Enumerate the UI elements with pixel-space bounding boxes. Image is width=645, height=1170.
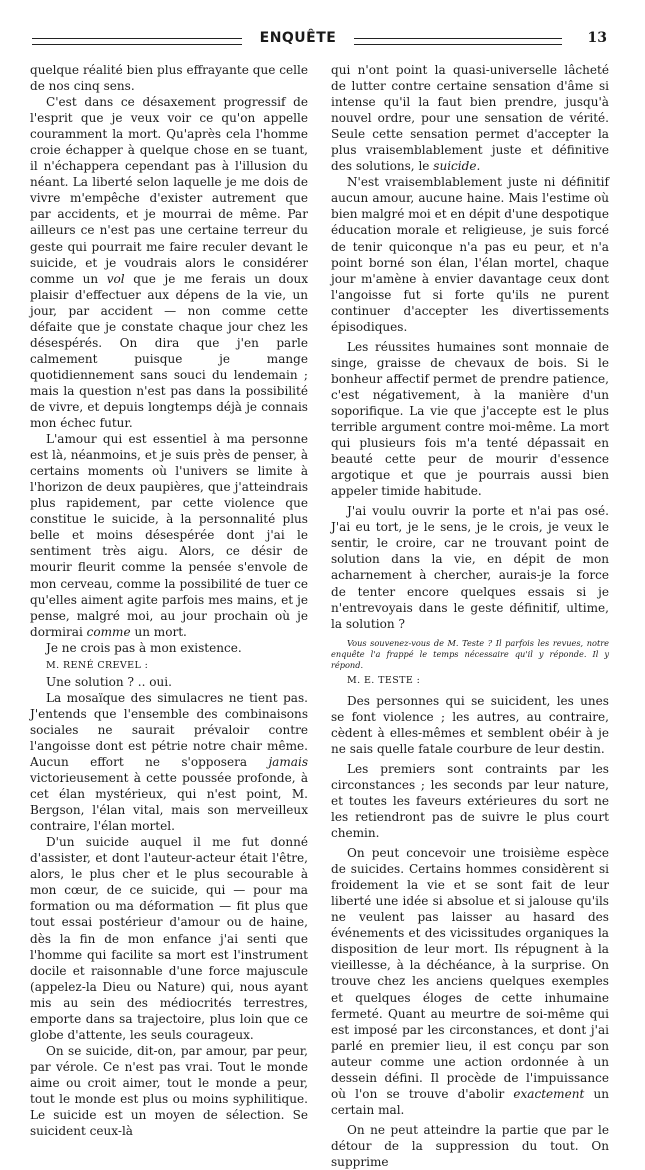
paragraph: qui n'ont point la quasi-universelle lâcheté de lutter contre certaine sensation d'âme si intense qu'il la faut bien prendre, jusqu'à nouvel ordre, pour une sensation de vérité. Seule cette sensation permet d'accepter la plus vraisemblablement juste et définitive des solutions, le suicide. bbox=[331, 63, 609, 174]
paragraph: La mosaïque des simulacres ne tient pas. J'entends que l'ensemble des combinaisons sociales ne saurait prévaloir contre l'angoisse dont est pétrie notre chair même. Aucun effort ne s'opposera jamais victorieusement à cette poussée profonde, à cet élan mystérieux, qui n'est point, M. Bergson, l'élan vital, mais son merveilleux contraire, l'élan mortel. bbox=[30, 690, 308, 834]
paragraph: D'un suicide auquel il me fut donné d'assister, et dont l'auteur-acteur était l'être, alors, le plus cher et le plus secourable à mon cœur, de ce suicide, qui — pour ma formation ou ma déformation — fit plus que tout essai postérieur d'amour ou de haine, dès la fin de mon enfance j'ai senti que l'homme qui facilite sa mort est l'instrument docile et raisonnable d'une force majuscule (appelez-la Dieu ou Nature) qui, nous ayant mis au sein des médiocrités terrestres, emporte dans sa trajectoire, plus loin que ce globe d'attente, les seuls courageux. bbox=[30, 835, 308, 1042]
page-number: 13 bbox=[587, 30, 607, 46]
paragraph: L'amour qui est essentiel à ma personne est là, néanmoins, et je suis près de penser, à certains moments où l'univers se limite à l'horizon de deux paupières, que j'atteindrais plus rapidement, par cette violence que constitue le suicide, à la personnalité plus belle et moins désespérée dont j'ai le sentiment très aigu. Alors, ce désir de mourir fleurit comme la pensée s'envole de mon cerveau, comme la possibilité de tuer ce qu'elles aiment agite parfois mes mains, et je pense, malgré moi, au jour prochain où je dormirai comme un mort. bbox=[30, 432, 308, 639]
running-title: ENQUÊTE bbox=[259, 30, 337, 46]
paragraph: On ne peut atteindre la partie que par le détour de la suppression du tout. On supprime bbox=[331, 1122, 609, 1169]
header-rule-left bbox=[32, 38, 242, 45]
paragraph: quelque réalité bien plus effrayante que celle de nos cinq sens. bbox=[30, 63, 308, 94]
respondent-answer: Une solution ? .. oui. bbox=[46, 674, 172, 689]
respondent-signature: M. RENÉ CREVEL : bbox=[46, 659, 149, 671]
right-column bbox=[331, 62, 609, 1170]
paragraph: Les premiers sont contraints par les circonstances ; les seconds par leur nature, et toutes les faveurs extérieures du sort ne les retiendront pas de suivre le plus court chemin. bbox=[331, 761, 609, 841]
editorial-note: Vous souvenez-vous de M. Teste ? Il parfois les revues, notre enquête l'a frappé le temps nécessaire qu'il y réponde. Il y répond. bbox=[331, 637, 609, 670]
paragraph: Les réussites humaines sont monnaie de singe, graisse de chevaux de bois. Si le bonheur affectif permet de prendre patience, c'est négativement, à la manière d'un soporifique. La vie que j'accepte est le plus terrible argument contre moi-même. La mort qui plusieurs fois m'a tenté dépassait en beauté cette peur de mourir d'essence argotique et que je pourrais aussi bien appeler timide habitude. bbox=[331, 339, 609, 499]
paragraph: On se suicide, dit-on, par amour, par peur, par vérole. Ce n'est pas vrai. Tout le monde aime ou croit aimer, tout le monde a peur, tout le monde est plus ou moins syphilitique. Le suicide est un moyen de sélection. Se suicident ceux-là bbox=[30, 1043, 308, 1139]
paragraph: On peut concevoir une troisième espèce de suicides. Certains hommes considèrent si froidement la vie et se sont fait de leur liberté une idée si absolue et si jalouse qu'ils ne veulent pas laisser au hasard des événements et des vicissitudes organiques la disposition de leur mort. Ils répugnent à la vieillesse, à la déchéance, à la surprise. On trouve chez les anciens quelques exemples et quelques éloges de cette inhumaine fermeté. Quant au meurtre de soi-même qui est imposé par les circonstances, et dont j'ai parlé en premier lieu, il est conçu par son auteur comme une action ordonnée à un dessein défini. Il procède de l'impuissance où l'on se trouve d'abolir exactement un certain mal. bbox=[331, 846, 609, 1117]
respondent-signature: M. E. TESTE : bbox=[347, 674, 421, 686]
paragraph: C'est dans ce désaxement progressif de l'esprit que je veux voir ce qu'on appelle couramment la mort. Qu'après cela l'homme croie échapper à quelque chose en se tuant, il n'échappera cependant pas à l'illusion du néant. La liberté selon laquelle je me dois de vivre m'empêche d'exister autrement que par accidents, et je mourrai de même. Par ailleurs ce n'est pas une certaine terreur du geste qui pourrait me faire reculer devant le suicide, et je voudrais alors le considérer comme un vol que je me ferais un doux plaisir d'effectuer aux dépens de la vie, un jour, par accident — non comme cette défaite que je constate chaque jour chez les désespérés. On dira que j'en parle calmement puisque je mange quotidiennement sans souci du lendemain ; mais la question n'est pas dans la possibilité de vivre, et depuis longtemps déjà je connais mon échec futur. bbox=[30, 95, 308, 431]
header-rule-right bbox=[354, 38, 562, 45]
left-column bbox=[30, 62, 308, 1139]
paragraph: J'ai voulu ouvrir la porte et n'ai pas osé. J'ai eu tort, je le sens, je le crois, je veux le sentir, le croire, car ne trouvant point de solution dans la vie, en dépit de mon acharnement à chercher, aurais-je la force de tenter encore quelques essais si je n'entrevoyais dans le geste définitif, ultime, la solution ? bbox=[331, 504, 609, 631]
paragraph: Des personnes qui se suicident, les unes se font violence ; les autres, au contraire, cèdent à elles-mêmes et semblent obéir à je ne sais quelle fatale courbure de leur destin. bbox=[331, 693, 609, 756]
page-header bbox=[24, 30, 609, 50]
paragraph: Je ne crois pas à mon existence. bbox=[46, 640, 242, 655]
paragraph: N'est vraisemblablement juste ni définitif aucun amour, aucune haine. Mais l'estime où bien malgré moi et en dépit d'une despotique éducation morale et religieuse, je suis forcé de tenir quiconque n'a pas eu peur, et n'a point borné son élan, l'élan mortel, chaque jour m'amène à envier davantage ceux dont l'angoisse fut si forte qu'ils ne purent continuer d'accepter les divertissements épisodiques. bbox=[331, 175, 609, 334]
